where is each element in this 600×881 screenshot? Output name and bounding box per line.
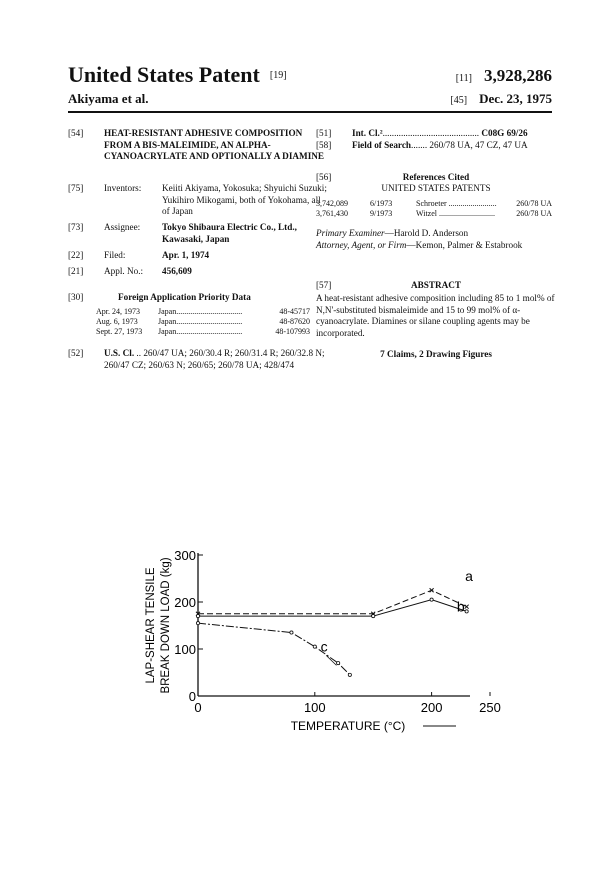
field-21 <box>68 266 330 278</box>
field-22-value: Apr. 1, 1974 <box>162 250 210 260</box>
patent-date <box>450 91 552 107</box>
field-73-code: [73] <box>68 222 84 232</box>
field-52-body <box>104 348 330 371</box>
y-tick-label: 300 <box>174 548 196 563</box>
field-52-label: U.S. Cl. <box>104 348 135 358</box>
patent-date-code: [45] <box>450 95 468 106</box>
reference-row <box>316 199 552 209</box>
patent-date-value: Dec. 23, 1975 <box>479 91 552 106</box>
field-57 <box>316 280 556 292</box>
field-21-code: [21] <box>68 266 84 276</box>
x-tick-label: 200 <box>420 700 443 715</box>
reference-date: 6/1973 <box>370 199 393 208</box>
field-75-label: Inventors: <box>104 183 142 193</box>
field-51-body <box>352 128 528 140</box>
data-point-c <box>196 622 199 625</box>
priority-country: Japan................................. <box>158 317 243 326</box>
primary-examiner <box>316 228 556 240</box>
field-58 <box>316 140 556 152</box>
reference-class: 260/78 UA <box>516 209 552 218</box>
field-54 <box>68 128 330 176</box>
field-75 <box>68 183 330 219</box>
field-58-body <box>352 140 528 152</box>
priority-date: Sept. 27, 1973 <box>96 327 143 336</box>
patent-number-code: [11] <box>455 73 472 84</box>
field-54-title: HEAT-RESISTANT ADHESIVE COMPOSITION FROM A BIS-MALEIMIDE, AN ALPHA-CYANOACRYLATE AND OPTIONALLY A DIAMINE <box>104 128 325 161</box>
x-tick-label: 100 <box>303 700 326 715</box>
attorney-label: Attorney, Agent, or Firm <box>316 240 407 250</box>
y-tick-label: 200 <box>174 595 196 610</box>
field-52-value: .. 260/47 UA; 260/30.4 R; 260/31.4 R; 260/32.8 N; 260/47 CZ; 260/63 N; 260/65; 260/78 UA; 428/474 <box>104 348 325 370</box>
field-58-value: ....... 260/78 UA, 47 CZ, 47 UA <box>411 140 528 150</box>
abstract-heading: ABSTRACT <box>410 280 462 290</box>
field-73 <box>68 222 330 246</box>
reference-name: Schroeter ........................ <box>416 199 497 208</box>
field-51 <box>316 128 556 140</box>
data-point-b <box>196 615 199 618</box>
series-label-b: b <box>456 598 465 615</box>
field-22-code: [22] <box>68 250 84 260</box>
field-51-code: [51] <box>316 128 332 138</box>
data-point-b <box>430 598 433 601</box>
data-point-b <box>465 610 468 613</box>
field-30 <box>68 292 330 304</box>
field-58-label: Field of Search <box>352 140 412 150</box>
data-point-c <box>313 645 316 648</box>
reference-number: 3,742,089 <box>316 199 348 208</box>
field-21-value: 456,609 <box>162 266 192 276</box>
data-point-a <box>465 605 469 609</box>
reference-name: Witzel ............................ <box>416 209 495 218</box>
field-54-code: [54] <box>68 128 84 138</box>
field-56-code: [56] <box>316 172 332 182</box>
field-22 <box>68 250 330 262</box>
priority-row <box>96 327 310 337</box>
priority-country: Japan................................. <box>158 327 243 336</box>
examiner-label: Primary Examiner <box>316 228 385 238</box>
priority-date: Apr. 24, 1973 <box>96 307 140 316</box>
inventor-short: Akiyama et al. <box>68 91 149 106</box>
title-code: [19] <box>269 70 287 81</box>
series-label-a: a <box>465 567 473 584</box>
field-21-label: Appl. No.: <box>104 266 144 276</box>
field-73-label: Assignee: <box>104 222 141 232</box>
patent-number <box>456 66 552 86</box>
data-point-c <box>337 662 340 665</box>
references-list <box>316 199 552 219</box>
data-point-b <box>372 615 375 618</box>
field-51-value: C08G 69/26 <box>481 128 528 138</box>
patent-title <box>68 62 287 88</box>
x-tick-label: 0 <box>194 700 202 715</box>
data-point-a <box>430 588 434 592</box>
field-58-code: [58] <box>316 140 332 150</box>
field-51-label: Int. Cl.² <box>352 128 383 138</box>
data-point-c <box>348 673 351 676</box>
priority-date: Aug. 6, 1973 <box>96 317 138 326</box>
patent-number-value: 3,928,286 <box>484 66 552 85</box>
priority-row <box>96 307 310 317</box>
field-73-value: Tokyo Shibaura Electric Co., Ltd., Kawasaki, Japan <box>162 222 297 244</box>
field-51-dots: .......................................... <box>382 128 480 138</box>
priority-list <box>96 307 310 337</box>
reference-date: 9/1973 <box>370 209 393 218</box>
attorney-name: —Kemon, Palmer & Estabrook <box>406 240 523 250</box>
y-axis-label-line2: BREAK DOWN LOAD (kg) <box>160 557 172 694</box>
series-line-a <box>198 590 467 614</box>
priority-number: 48-45717 <box>279 307 310 316</box>
field-57-code: [57] <box>316 280 332 290</box>
breakdown-load-chart <box>140 540 520 740</box>
priority-country: Japan................................. <box>158 307 243 316</box>
abstract-text: A heat-resistant adhesive composition including 85 to 1 mol% of N,N'-substituted bismaleimide and 15 to 99 mol% of α-cyanoacrylate. Diamines or silane coupling agents may be incorporated. <box>316 293 555 338</box>
attorney <box>316 240 556 264</box>
y-tick-label: 100 <box>174 642 196 657</box>
field-52-code: [52] <box>68 348 84 358</box>
examiner-name: —Harold D. Anderson <box>384 228 469 238</box>
priority-number: 48-107993 <box>275 327 310 336</box>
field-22-label: Filed: <box>104 250 126 260</box>
claims-count: 7 Claims, 2 Drawing Figures <box>380 349 492 359</box>
y-tick-label: 0 <box>188 689 196 704</box>
field-52 <box>68 348 330 396</box>
field-56-heading: References Cited <box>402 172 470 182</box>
x-axis-label: TEMPERATURE (°C) <box>290 719 406 733</box>
field-30-heading: Foreign Application Priority Data <box>118 292 251 302</box>
title-text: United States Patent <box>68 62 260 87</box>
y-axis-label-line1: LAP-SHEAR TENSILE <box>145 567 157 684</box>
series-label-c: c <box>320 638 328 655</box>
field-75-value: Keiiti Akiyama, Yokosuka; Shyuichi Suzuki; Yukihiro Mikogami, both of Yokohama, all of Japan <box>162 183 327 216</box>
chart-axes <box>198 553 490 696</box>
field-75-code: [75] <box>68 183 84 193</box>
priority-row <box>96 317 310 327</box>
priority-number: 48-87620 <box>279 317 310 326</box>
reference-class: 260/78 UA <box>516 199 552 208</box>
data-point-c <box>290 631 293 634</box>
header-rule <box>68 111 552 113</box>
field-56-subheading: UNITED STATES PATENTS <box>381 183 491 193</box>
field-30-code: [30] <box>68 292 84 302</box>
reference-row <box>316 209 552 219</box>
reference-number: 3,761,430 <box>316 209 348 218</box>
chart-series <box>196 588 469 676</box>
x-tick-label: 250 <box>479 700 501 715</box>
